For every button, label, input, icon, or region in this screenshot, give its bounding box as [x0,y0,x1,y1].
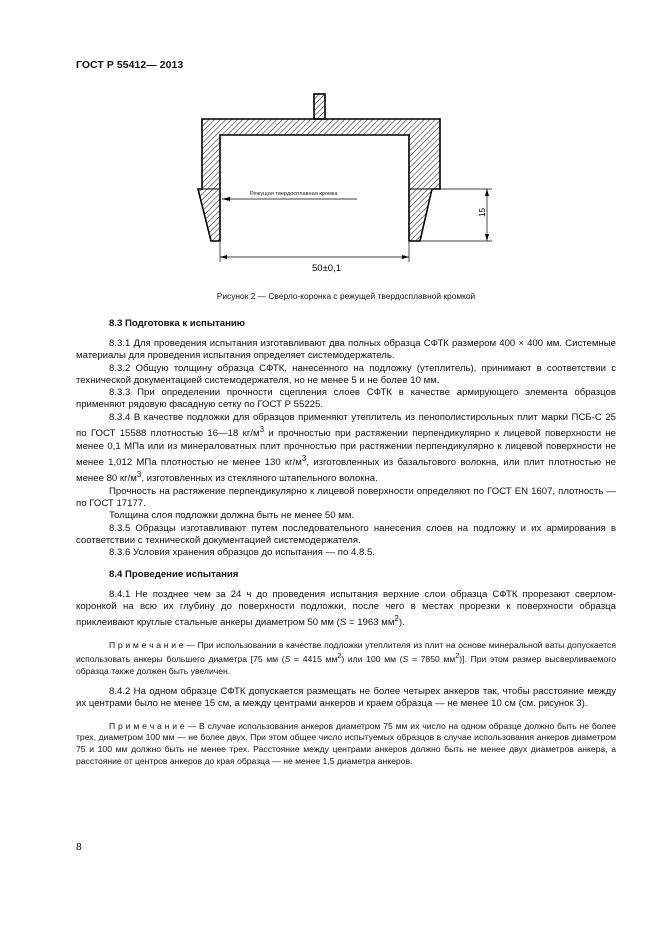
dim-arrow-down-icon [485,234,489,241]
paragraph-8-3-2: 8.3.2 Общую толщину образца СФТК, нанесенного на подложку (утеплитель), принимают в соответствии с технической документацией системодержателя, но не менее 5 и не более 10 мм. [76,362,616,386]
paragraph-8-3-6: 8.3.6 Условия хранения образцов до испытания — по 4.8.5. [109,547,375,559]
standard-header: ГОСТ Р 55412— 2013 [76,60,184,71]
section-8-3-title: 8.3 Подготовка к испытанию [109,318,245,329]
paragraph-8-3-3: 8.3.3 При определении прочности сцепления слоев СФТК в качестве армирующего элемента образцов применяют рядовую фасадную сетку по ГОСТ Р 55225. [76,387,616,411]
paragraph-8-4-2: 8.4.2 На одном образце СФТК допускается размещать не более четырех анкеров так, чтобы расстояние между их центрами было не менее 15 см, а между центрами анкеров и краем образца — не менее 10 см (см. рисунок 3). [76,685,616,710]
dim-arrow-up-icon [485,189,489,196]
dim-arrow-left-icon [220,255,227,259]
section-8-4-title: 8.4 Проведение испытания [109,568,239,580]
leader-arrow-icon [222,197,230,201]
drill-shank [314,94,325,119]
main-content [76,318,616,768]
paragraph-8-4-1: 8.4.1 Не позднее чем за 24 ч до проведения испытания верхние слои образца СФТК прорезают сверлом-коронкой на всю их глубину до поверхности подложки, после чего в местах прорезки к поверхности образца приклеивают круглые стальные анкеры диаметром 50 мм (S = 1963 $мм^2$). [76,588,616,629]
figure-caption: Рисунок 2 — Сверло-коронка с режущей твердосплавной кромкой [216,291,476,301]
page-number: 8 [76,842,82,853]
paragraph-8-3-4: 8.3.4 В качестве подложки для образцов применяют утеплитель из пенополистирольных плит марки ПСБ-С 25 по ГОСТ 15588 плотностью 16—18 $кг/м^3$ и прочностью при растяжении перпендикулярно к лицевой поверхности не менее 0,1 МПа или из минераловатных плит прочностью при растяжении перпендикулярно к лицевой поверхности не менее 1,012 МПа плотностью не менее 130 $кг/м^3$, изготовленных из базальтового волокна, или плит плотностью не менее 80 $кг/м^3$, изготовленных из стекляного штапельного волокна. [76,411,616,485]
dim-width-label: 50±0,1 [312,263,341,274]
cutting-edge-label: Режущая твердосплавная кромка [250,191,338,197]
dim-arrow-right-icon [402,255,409,259]
paragraph-8-3-4-thickness: Толщина слоя подложки должна быть не менее 50 мм. [109,510,355,522]
paragraph-8-3-1: 8.3.1 Для проведения испытания изготавливают два полных образца СФТК размером 400 × 400 мм. Системные материалы для проведения испытания определяет системодержатель. [76,338,616,362]
note-8-4-2: П р и м е ч а н и е — В случае использования анкеров диаметром 75 мм их число на одном образце должно быть не более трех, диаметром 100 мм — не более двух. При этом общее число испытуемых образцов в случае использования анкеров диаметром 75 и 100 мм должно быть не менее трех. Расстояние между центрами анкеров должно быть не менее двух диаметров анкера, а расстояние от центров анкеров до края образца — не менее 1,5 диаметра анкеров. [76,720,616,766]
dim-height-label: 15 [478,208,487,217]
paragraph-8-3-4-strength: Прочность на растяжение перпендикулярно к лицевой поверхности определяют по ГОСТ EN 1607, плотность — по ГОСТ 17177. [76,485,616,510]
drill-crown [198,119,440,241]
paragraph-8-3-5: 8.3.5 Образцы изготавливают путем последовательного нанесения слоев на подложку и их армирования в соответствии с технической документацией системодержателя. [76,522,616,547]
drill-crown-figure [0,0,661,300]
note-8-4-1: П р и м е ч а н и е — При использовании в качестве подложки утеплителя из плит на основе минеральной ваты допускается использовать анкеры большего диаметра [75 мм (S = 4415 $мм^2$) или 100 мм (S = 7850 $мм^2$)]. При этом размер высверливаемого образца также должен быть увеличен. [76,639,617,677]
